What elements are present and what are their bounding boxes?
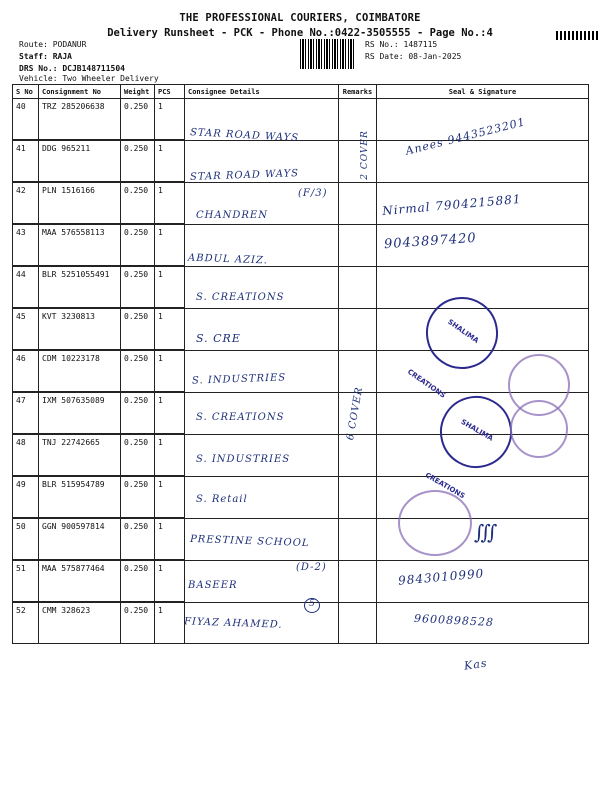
- weight-cell: 0.250: [121, 141, 155, 182]
- weight-cell: 0.250: [121, 477, 155, 518]
- sno-cell: 40: [13, 99, 39, 140]
- drs-number: DRS No.: DCJB148711504: [19, 64, 125, 73]
- pcs-cell: 1: [155, 603, 185, 644]
- sno-cell: 48: [13, 435, 39, 476]
- note-52: 5: [304, 598, 320, 613]
- remark-cover-1: 2 COVER: [359, 130, 370, 180]
- pcs-cell: 1: [155, 351, 185, 392]
- footer-initials: Kas: [463, 656, 489, 673]
- pcs-cell: 1: [155, 99, 185, 140]
- consignee-hand-51: BASEER: [188, 580, 238, 591]
- weight-cell: 0.250: [121, 225, 155, 266]
- consignment-cell: TRZ 285206638: [39, 99, 121, 140]
- consignee-hand-46: S. INDUSTRIES: [191, 372, 287, 387]
- remarks-cell: [339, 351, 377, 392]
- weight-cell: 0.250: [121, 435, 155, 476]
- pcs-cell: 1: [155, 141, 185, 182]
- remarks-cell: [339, 99, 377, 140]
- remarks-cell: [339, 225, 377, 266]
- col-consignment: Consignment No: [39, 85, 121, 99]
- signature-51: 9843010990: [397, 566, 485, 588]
- runsheet-title: Delivery Runsheet - PCK - Phone No.:0422-3505555 - Page No.:4: [107, 27, 493, 39]
- consignment-cell: KVT 3230813: [39, 309, 121, 350]
- remarks-cell: [339, 603, 377, 644]
- consignee-hand-42: CHANDREN: [196, 210, 268, 221]
- col-consignee: Consignee Details: [185, 85, 339, 99]
- remarks-cell: [339, 561, 377, 602]
- consignment-cell: MAA 576558113: [39, 225, 121, 266]
- col-pcs: PCS: [155, 85, 185, 99]
- weight-cell: 0.250: [121, 603, 155, 644]
- sno-cell: 42: [13, 183, 39, 224]
- weight-cell: 0.250: [121, 561, 155, 602]
- signature-52: 9600898528: [413, 611, 495, 630]
- pcs-cell: 1: [155, 393, 185, 434]
- col-weight: Weight: [121, 85, 155, 99]
- note-51: (D-2): [296, 562, 327, 573]
- consignee-hand-47: S. CREATIONS: [196, 412, 285, 423]
- consignment-cell: BLR 515954789: [39, 477, 121, 518]
- sno-cell: 45: [13, 309, 39, 350]
- pcs-cell: 1: [155, 267, 185, 308]
- staff-label: Staff: RAJA: [19, 52, 72, 61]
- table-row: [13, 477, 589, 518]
- consignment-cell: CMM 328623: [39, 603, 121, 644]
- consignee-hand-48: S. INDUSTRIES: [196, 454, 291, 465]
- sno-cell: 50: [13, 519, 39, 560]
- consignment-cell: PLN 1516166: [39, 183, 121, 224]
- sno-cell: 44: [13, 267, 39, 308]
- signature-42: Nirmal 7904215881: [381, 191, 522, 219]
- consignee-hand-43: ABDUL AZIZ.: [187, 252, 269, 267]
- table-row: [13, 267, 589, 308]
- rs-date: RS Date: 08-Jan-2025: [365, 52, 462, 61]
- signature-40: Anees 9443523201: [404, 115, 527, 158]
- seal-stamp-45: SHALIMA CREATIONS: [412, 283, 512, 383]
- pcs-cell: 1: [155, 561, 185, 602]
- weight-cell: 0.250: [121, 309, 155, 350]
- consignment-cell: BLR 5251055491: [39, 267, 121, 308]
- seal-cell: [377, 267, 589, 308]
- consignment-cell: MAA 575877464: [39, 561, 121, 602]
- remarks-cell: [339, 435, 377, 476]
- table-row: [13, 225, 589, 266]
- consignment-cell: IXM 507635089: [39, 393, 121, 434]
- pcs-cell: 1: [155, 519, 185, 560]
- remarks-cell: [339, 309, 377, 350]
- consignee-hand-40: STAR ROAD WAYS: [189, 127, 300, 144]
- consignee-hand-49: S. Retail: [196, 494, 248, 505]
- consignee-hand-45: S. CRE: [196, 332, 241, 345]
- consignee-hand-52: FIYAZ AHAMED.: [183, 616, 283, 631]
- note-41: (F/3): [298, 188, 328, 199]
- consignment-cell: TNJ 22742665: [39, 435, 121, 476]
- seal-stamp-47: SHALIMA CREATIONS: [427, 383, 525, 481]
- consignment-cell: DDG 965211: [39, 141, 121, 182]
- consignee-hand-41: STAR ROAD WAYS: [189, 168, 300, 183]
- remarks-cell: [339, 183, 377, 224]
- remarks-cell: [339, 477, 377, 518]
- pcs-cell: 1: [155, 435, 185, 476]
- weight-cell: 0.250: [121, 519, 155, 560]
- remarks-cell: [339, 519, 377, 560]
- edge-marks: [556, 31, 600, 40]
- rs-number: RS No.: 1487115: [365, 40, 438, 49]
- sno-cell: 46: [13, 351, 39, 392]
- remarks-cell: [339, 141, 377, 182]
- weight-cell: 0.250: [121, 267, 155, 308]
- sno-cell: 47: [13, 393, 39, 434]
- vehicle-label: Vehicle: Two Wheeler Delivery: [19, 74, 159, 83]
- table-header: [13, 85, 589, 99]
- table-row: [13, 351, 589, 392]
- col-sno: S No: [13, 85, 39, 99]
- table-row: [13, 141, 589, 182]
- table-row: [13, 603, 589, 644]
- route-label: Route: PODANUR: [19, 40, 87, 49]
- barcode: [300, 39, 355, 69]
- seal-stamp-faint-3: [398, 490, 472, 556]
- sno-cell: 52: [13, 603, 39, 644]
- pcs-cell: 1: [155, 477, 185, 518]
- table-row: [13, 309, 589, 350]
- consignment-cell: GGN 900597814: [39, 519, 121, 560]
- seal-stamp-faint-2: [510, 400, 568, 458]
- consignee-hand-44: S. CREATIONS: [196, 292, 285, 303]
- sno-cell: 51: [13, 561, 39, 602]
- weight-cell: 0.250: [121, 183, 155, 224]
- pcs-cell: 1: [155, 309, 185, 350]
- remarks-cell: [339, 267, 377, 308]
- remark-cover-2: 6 COVER: [345, 385, 366, 442]
- signature-43: 9043897420: [383, 230, 478, 253]
- pcs-cell: 1: [155, 183, 185, 224]
- weight-cell: 0.250: [121, 99, 155, 140]
- signature-50-scrawl: ∭: [474, 520, 499, 544]
- sno-cell: 49: [13, 477, 39, 518]
- consignment-cell: CDM 10223178: [39, 351, 121, 392]
- weight-cell: 0.250: [121, 393, 155, 434]
- col-seal: Seal & Signature: [377, 85, 589, 99]
- weight-cell: 0.250: [121, 351, 155, 392]
- sno-cell: 43: [13, 225, 39, 266]
- runsheet-table: [12, 84, 589, 644]
- company-name: THE PROFESSIONAL COURIERS, COIMBATORE: [179, 12, 421, 24]
- consignee-hand-50: PRESTINE SCHOOL: [189, 533, 310, 550]
- pcs-cell: 1: [155, 225, 185, 266]
- col-remarks: Remarks: [339, 85, 377, 99]
- sno-cell: 41: [13, 141, 39, 182]
